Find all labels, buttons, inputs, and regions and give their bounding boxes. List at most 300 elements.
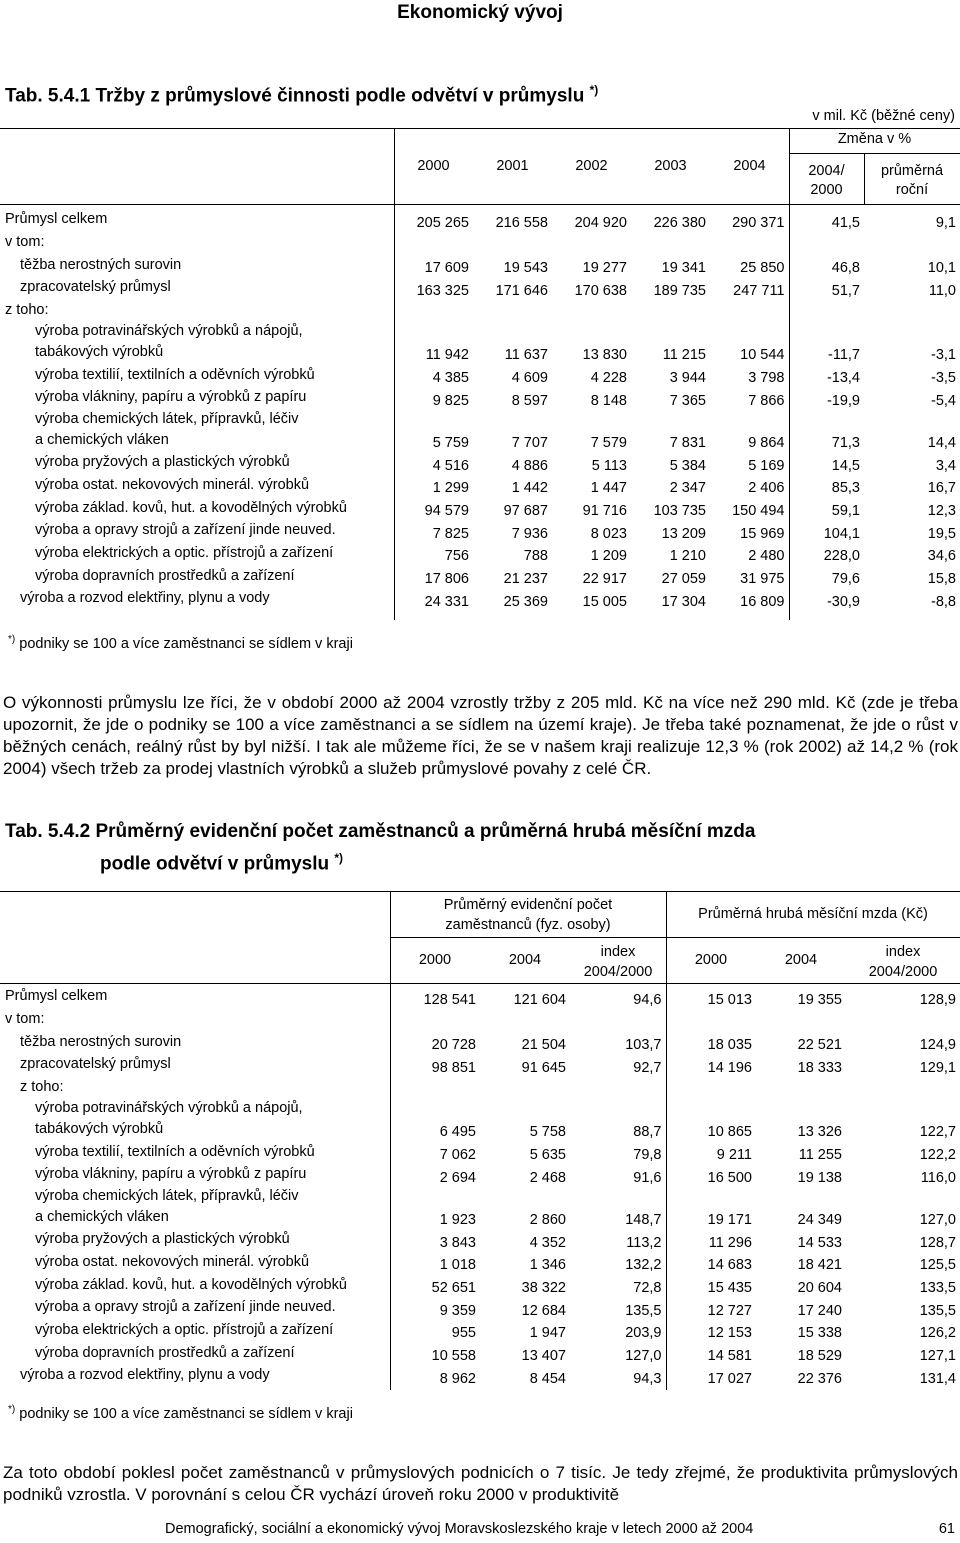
table-cell: 203,9: [570, 1319, 666, 1342]
table-cell: 11 255: [798, 1147, 842, 1164]
row-label: [0, 253, 394, 276]
footer-text: Demografický, sociální a ekonomický vývoj Moravskoslezského kraje v letech 2000 až 2004: [165, 1521, 754, 1537]
table-cell: 135,5: [570, 1296, 666, 1319]
table-row: [0, 1319, 960, 1342]
table-cell: [394, 231, 473, 254]
table-cell: 1 947: [529, 1325, 566, 1342]
row-label: [0, 276, 394, 299]
table1: [0, 208, 960, 610]
table1-change-col1-line1: 2004/: [808, 163, 845, 179]
table-cell: 216 558: [495, 214, 548, 231]
table-cell: [666, 1076, 756, 1099]
table-cell: 25 850: [710, 253, 789, 276]
table-row: [0, 1140, 960, 1163]
table1-title: [5, 83, 598, 107]
table-cell: 103,7: [570, 1030, 666, 1053]
table-cell: 22 521: [797, 1037, 842, 1054]
table1-unit: v mil. Kč (běžné ceny): [812, 108, 955, 124]
table-cell: 15 435: [707, 1279, 752, 1296]
table-cell: 5 384: [669, 457, 706, 474]
table1-year-header: 2001: [496, 158, 529, 174]
table-cell: 12 684: [521, 1302, 566, 1319]
table-cell: -11,7: [828, 347, 860, 364]
row-label: [0, 985, 390, 1008]
table-cell: 4 352: [529, 1234, 566, 1251]
table2-year-header: 2000: [418, 952, 452, 968]
row-label-line: výroba chemických látek, přípravků, léčiv: [35, 410, 299, 427]
table-cell: 9 211: [716, 1147, 752, 1164]
row-label-line: výroba pryžových a plastických výrobků: [35, 1231, 290, 1248]
table-cell: 11 637: [504, 347, 548, 364]
table-cell: 14 196: [707, 1059, 752, 1076]
table-cell: 24 349: [797, 1211, 842, 1228]
table-row: [0, 1098, 960, 1140]
row-label-line: výroba a opravy strojů a zařízení jinde neuved.: [35, 1299, 336, 1316]
table-cell: 4 228: [590, 370, 627, 387]
table-row: [0, 1030, 960, 1053]
table-cell: [666, 1008, 756, 1031]
table-cell: 15,8: [927, 570, 956, 587]
table-cell: 10,1: [927, 260, 956, 277]
table-cell: 59,1: [831, 502, 860, 519]
table-cell: 13 407: [521, 1347, 566, 1364]
row-label: [0, 363, 394, 386]
table-cell: 10 558: [431, 1347, 476, 1364]
table-row: [0, 1296, 960, 1319]
table-cell: -8,8: [931, 593, 956, 610]
table-cell: 127,0: [570, 1341, 666, 1364]
row-label-line: výroba a rozvod elektřiny, plynu a vody: [20, 1367, 270, 1384]
table1-year-header: 2000: [417, 158, 450, 174]
table-cell: 171 646: [495, 282, 548, 299]
row-label: [0, 564, 394, 587]
row-label-line: zpracovatelský průmysl: [20, 279, 171, 296]
table-cell: 13 326: [797, 1124, 842, 1141]
row-label-line: výroba chemických látek, přípravků, léčiv: [35, 1187, 299, 1204]
table-cell: 7 866: [710, 386, 789, 409]
table-cell: 17 027: [707, 1370, 752, 1387]
table-cell: 12 727: [707, 1302, 752, 1319]
table-cell: [473, 231, 552, 254]
row-label-line: Průmysl celkem: [5, 211, 108, 228]
table-cell: 9 864: [710, 409, 789, 451]
table-cell: 1 209: [590, 548, 627, 565]
table-cell: 2 468: [529, 1169, 566, 1186]
row-label-line: výroba textilií, textilních a oděvních výrobků: [35, 1143, 315, 1160]
row-label-line: výroba dopravních prostředků a zařízení: [35, 1344, 295, 1361]
table-cell: 91 716: [582, 502, 627, 519]
table-row: [0, 386, 960, 409]
table-cell: 2 694: [439, 1169, 476, 1186]
table-cell: -19,9: [826, 392, 860, 409]
table-cell: 1 923: [439, 1211, 476, 1228]
table1-title-sup: *): [589, 83, 599, 97]
table-cell: 20 604: [797, 1279, 842, 1296]
table2-group1-header: [390, 895, 666, 935]
row-label: [0, 1098, 390, 1140]
table-row: [0, 519, 960, 542]
table-row: [0, 409, 960, 451]
table-cell: 18 333: [797, 1059, 842, 1076]
row-label: [0, 386, 394, 409]
table2-year-header: 2004: [508, 952, 542, 968]
row-label-line: výroba základ. kovů, hut. a kovodělných výrobků: [35, 499, 347, 516]
table-cell: 8 148: [590, 392, 627, 409]
table2-title-line2-text: podle odvětví v průmyslu: [100, 853, 330, 875]
table-cell: [480, 1008, 570, 1031]
table-cell: 14,4: [927, 434, 956, 451]
table1-top-rule: [0, 128, 960, 129]
table-cell: 127,1: [919, 1347, 956, 1364]
table-cell: [631, 299, 710, 322]
table-cell: 189 735: [653, 282, 706, 299]
table-cell: 92,7: [570, 1053, 666, 1076]
row-label-line: tabákových výrobků: [35, 1121, 164, 1138]
table-cell: 14 533: [797, 1234, 842, 1251]
table-cell: 15 338: [797, 1325, 842, 1342]
table-cell: 21 504: [521, 1037, 566, 1054]
table1-change-col2: [864, 162, 960, 200]
table-cell: 91,6: [570, 1163, 666, 1186]
index-header-line1: index: [600, 944, 636, 960]
row-label-line: výroba textilií, textilních a oděvních výrobků: [35, 366, 315, 383]
row-label: [0, 1140, 390, 1163]
row-label-line: výroba elektrických a optic. přístrojů a zařízení: [35, 544, 334, 561]
table-cell: 7 831: [669, 434, 706, 451]
table-cell: -3,1: [931, 347, 956, 364]
row-label-line: výroba a opravy strojů a zařízení jinde neuved.: [35, 522, 336, 539]
table-cell: 11 215: [662, 347, 706, 364]
table-row: [0, 496, 960, 519]
table-cell: 1 210: [669, 548, 706, 565]
row-label: [0, 1053, 390, 1076]
table-cell: [480, 1076, 570, 1099]
table-row: [0, 253, 960, 276]
table-cell: 18 035: [707, 1037, 752, 1054]
table-cell: 127,0: [919, 1211, 956, 1228]
table-cell: 94,3: [570, 1364, 666, 1387]
table-cell: 22 376: [797, 1370, 842, 1387]
table-cell: 3,4: [935, 457, 956, 474]
table2-footnote-sup: *): [8, 1404, 16, 1415]
row-label: [0, 1273, 390, 1296]
table-row: [0, 231, 960, 254]
table2-title-line2: [100, 851, 343, 875]
row-label: [0, 1030, 390, 1053]
table1-change-col1: [789, 162, 864, 200]
table2-footnote-text: podniky se 100 a více zaměstnanci se sídlem v kraji: [19, 1405, 353, 1422]
table-row: [0, 564, 960, 587]
table-cell: 19 355: [797, 991, 842, 1008]
table-cell: 31 975: [710, 564, 789, 587]
row-label-line: z toho:: [20, 1079, 64, 1096]
row-label-line: výroba pryžových a plastických výrobků: [35, 454, 290, 471]
row-label-line: výroba a rozvod elektřiny, plynu a vody: [20, 590, 270, 607]
table-cell: 25 369: [503, 593, 548, 610]
table1-change-col1-line2: 2000: [810, 182, 843, 198]
table-cell: -3,5: [931, 370, 956, 387]
table-cell: 205 265: [416, 214, 469, 231]
row-label: [0, 1364, 390, 1387]
table-cell: 6 495: [439, 1124, 476, 1141]
table1-change-col2-line1: průměrná: [880, 163, 944, 179]
table-cell: [864, 299, 960, 322]
row-label: [0, 1228, 390, 1251]
table-cell: [390, 1008, 480, 1031]
table2-index-header: [570, 942, 666, 982]
table-cell: [846, 1008, 960, 1031]
table-cell: 14 581: [707, 1347, 752, 1364]
table-cell: 204 920: [574, 214, 627, 231]
table-row: [0, 1186, 960, 1228]
table-cell: 8 597: [511, 392, 548, 409]
table-cell: 128 541: [423, 991, 476, 1008]
table-cell: [789, 231, 864, 254]
table-cell: 15 969: [710, 519, 789, 542]
row-label-line: výroba základ. kovů, hut. a kovodělných výrobků: [35, 1276, 347, 1293]
table-cell: [394, 299, 473, 322]
table-cell: 22 917: [582, 570, 627, 587]
table-cell: 5 635: [529, 1147, 566, 1164]
table-cell: 955: [451, 1325, 476, 1342]
table-cell: 51,7: [831, 282, 860, 299]
table-cell: 17 806: [424, 570, 469, 587]
table-cell: 104,1: [823, 525, 860, 542]
table-cell: 7 579: [590, 434, 627, 451]
table-cell: 16 809: [710, 587, 789, 610]
page-number: 61: [938, 1521, 955, 1537]
table-cell: 2 480: [710, 542, 789, 565]
row-label-line: a chemických vláken: [35, 1208, 169, 1225]
table-cell: 133,5: [919, 1279, 956, 1296]
row-label: [0, 519, 394, 542]
table-cell: 1 018: [439, 1257, 476, 1274]
table-cell: [473, 299, 552, 322]
table-cell: 12 153: [707, 1325, 752, 1342]
table-row: [0, 1163, 960, 1186]
table-cell: 788: [523, 548, 548, 565]
table1-change-col2-line2: roční: [895, 182, 929, 198]
table-cell: 94 579: [424, 502, 469, 519]
table-row: [0, 451, 960, 474]
table-cell: 148,7: [570, 1186, 666, 1228]
row-label-line: z toho:: [5, 302, 49, 319]
table-cell: 11,0: [928, 282, 956, 299]
table-cell: 14,5: [831, 457, 860, 474]
table-cell: 97 687: [503, 502, 548, 519]
table-row: [0, 1228, 960, 1251]
table-cell: -5,4: [931, 392, 956, 409]
table-cell: 247 711: [710, 276, 789, 299]
table-cell: 226 380: [653, 214, 706, 231]
table-cell: [570, 1008, 666, 1031]
table-row: [0, 1076, 960, 1099]
paragraph-2: Za toto období poklesl počet zaměstnanců v průmyslových podnicích o 7 tisíc. Je tedy zřejmé, že produktivita průmyslových podniků vzrostla. V porovnání s celou ČR vychází úroveň roku 2000 v produktivitě: [3, 1463, 958, 1504]
row-label-line: výroba potravinářských výrobků a nápojů,: [35, 323, 303, 340]
table-row: [0, 1364, 960, 1387]
row-label-line: výroba dopravních prostředků a zařízení: [35, 567, 295, 584]
table-cell: 21 237: [503, 570, 548, 587]
row-label: [0, 231, 394, 254]
table-row: [0, 587, 960, 610]
table-cell: -13,4: [826, 370, 860, 387]
row-label: [0, 451, 394, 474]
table-cell: 132,2: [570, 1251, 666, 1274]
row-label: [0, 299, 394, 322]
table-cell: 4 886: [511, 457, 548, 474]
table-row: [0, 1251, 960, 1274]
table2-group2-header: Průměrná hrubá měsíční mzda (Kč): [698, 906, 928, 922]
table-cell: 18 421: [797, 1257, 842, 1274]
table2-title-sup: *): [334, 851, 344, 865]
table-cell: [864, 231, 960, 254]
table-cell: 91 645: [521, 1059, 566, 1076]
table-cell: [631, 231, 710, 254]
table-cell: 10 865: [707, 1124, 752, 1141]
table-cell: 16 500: [707, 1169, 752, 1186]
table2-group1-line1: Průměrný evidenční počet: [443, 897, 613, 913]
table-cell: [552, 231, 631, 254]
table-row: [0, 474, 960, 497]
row-label-line: v tom:: [5, 1011, 45, 1028]
table-cell: 16,7: [927, 480, 956, 497]
row-label: [0, 1076, 390, 1099]
table-cell: 13 209: [661, 525, 706, 542]
table-cell: 19 171: [707, 1211, 752, 1228]
table-cell: 72,8: [570, 1273, 666, 1296]
row-label: [0, 1008, 390, 1031]
table1-year-header: 2003: [654, 158, 687, 174]
row-label-line: výroba elektrických a optic. přístrojů a zařízení: [35, 1321, 334, 1338]
row-label: [0, 321, 394, 363]
table-cell: 122,2: [919, 1147, 956, 1164]
table-cell: 756: [444, 548, 469, 565]
row-label-line: těžba nerostných surovin: [20, 256, 182, 273]
table-cell: 19 138: [797, 1169, 842, 1186]
table-cell: 116,0: [920, 1169, 956, 1186]
table-row: [0, 321, 960, 363]
table2-top-rule: [0, 891, 960, 892]
table1-footnote-sup: *): [8, 634, 16, 645]
table1-year-header: 2004: [733, 158, 766, 174]
table-cell: 27 059: [661, 570, 706, 587]
row-label-line: výroba vlákniny, papíru a výrobků z papíru: [35, 1166, 307, 1183]
table-cell: 8 454: [529, 1370, 566, 1387]
table1-footnote-text: podniky se 100 a více zaměstnanci se sídlem v kraji: [19, 635, 353, 652]
table2-index-header: [846, 942, 960, 982]
table-cell: 1 447: [590, 480, 627, 497]
table-cell: 128,7: [919, 1234, 956, 1251]
table-row: [0, 299, 960, 322]
table2-group1-line2: zaměstnanců (fyz. osoby): [445, 917, 611, 933]
table-cell: 290 371: [710, 208, 789, 231]
table-cell: 129,1: [919, 1059, 956, 1076]
table-cell: [756, 1076, 846, 1099]
table-cell: 1 442: [511, 480, 548, 497]
table1-change-group: Změna v %: [837, 131, 912, 147]
table-cell: 17 304: [661, 593, 706, 610]
table-cell: 98 851: [431, 1059, 476, 1076]
table-cell: 122,7: [919, 1124, 956, 1141]
table1-header-rule: [0, 204, 960, 205]
table-cell: 8 962: [439, 1370, 476, 1387]
table-cell: 4 609: [511, 370, 548, 387]
row-label: [0, 496, 394, 519]
row-label: [0, 208, 394, 231]
table1-footnote: [8, 634, 353, 652]
table2-footnote: [8, 1404, 353, 1422]
table-cell: 14 683: [707, 1257, 752, 1274]
paragraph-1: O výkonnosti průmyslu lze říci, že v období 2000 až 2004 vzrostly tržby z 205 mld. Kč na více než 290 mld. Kč (zde je třeba upozornit, že jde o podniky se 100 a více zaměstnanci a se sídlem na území kraje). Je třeba také poznamenat, že jde o růst v běžných cenách, reálný růst by byl nižší. I tak ale můžeme říci, že se v našem kraji realizuje 12,3 % (rok 2002) až 14,2 % (rok 2004) všech tržeb za prodej vlastních výrobků a služeb průmyslové povahy z celé ČR.: [3, 693, 958, 778]
table-cell: 4 385: [432, 370, 469, 387]
table1-change-rule: [789, 153, 960, 154]
table-cell: 1 346: [529, 1257, 566, 1274]
table-cell: 228,0: [823, 548, 860, 565]
table-cell: 19,5: [927, 525, 956, 542]
table-cell: 20 728: [431, 1037, 476, 1054]
table-row: [0, 363, 960, 386]
table-cell: 15 005: [582, 593, 627, 610]
table-cell: 5 758: [529, 1124, 566, 1141]
table2: [0, 985, 960, 1387]
table-row: [0, 276, 960, 299]
table-cell: 18 529: [797, 1347, 842, 1364]
table-cell: 5 113: [591, 457, 627, 474]
row-label-line: výroba ostat. nekovových minerál. výrobků: [35, 476, 310, 493]
row-label: [0, 1296, 390, 1319]
table-cell: 150 494: [710, 496, 789, 519]
table-cell: [710, 299, 789, 322]
row-label: [0, 1319, 390, 1342]
table-cell: [710, 231, 789, 254]
row-label: [0, 409, 394, 451]
row-label-line: Průmysl celkem: [5, 988, 108, 1005]
row-label: [0, 542, 394, 565]
row-label: [0, 1251, 390, 1274]
table-row: [0, 1053, 960, 1076]
table-cell: 46,8: [831, 260, 860, 277]
table-cell: 7 062: [439, 1147, 476, 1164]
table-cell: 8 023: [590, 525, 627, 542]
table-cell: 11 296: [708, 1234, 752, 1251]
table-cell: 131,4: [919, 1370, 956, 1387]
row-label-line: těžba nerostných surovin: [20, 1033, 182, 1050]
table-cell: 34,6: [927, 548, 956, 565]
table-cell: 9 359: [439, 1302, 476, 1319]
index-header-line2: 2004/2000: [583, 964, 653, 980]
row-label: [0, 474, 394, 497]
table-cell: 19 543: [503, 260, 548, 277]
row-label: [0, 1163, 390, 1186]
row-label-line: zpracovatelský průmysl: [20, 1056, 171, 1073]
table-cell: 71,3: [831, 434, 860, 451]
table-cell: 121 604: [513, 991, 566, 1008]
row-label-line: tabákových výrobků: [35, 344, 164, 361]
table-row: [0, 1273, 960, 1296]
index-header-line1: index: [885, 944, 921, 960]
table-row: [0, 1008, 960, 1031]
table-cell: 5 759: [432, 434, 469, 451]
table-cell: 3 843: [439, 1234, 476, 1251]
table-cell: 126,2: [919, 1325, 956, 1342]
table2-year-header: 2004: [784, 952, 818, 968]
table2-title-line1: Tab. 5.4.2 Průměrný evidenční počet zaměstnanců a průměrná hrubá měsíční mzda: [5, 821, 756, 842]
table-cell: [570, 1076, 666, 1099]
table2-header-rule: [0, 983, 960, 984]
table-cell: 24 331: [424, 593, 469, 610]
table-cell: 79,8: [570, 1140, 666, 1163]
table-cell: 113,2: [570, 1228, 666, 1251]
